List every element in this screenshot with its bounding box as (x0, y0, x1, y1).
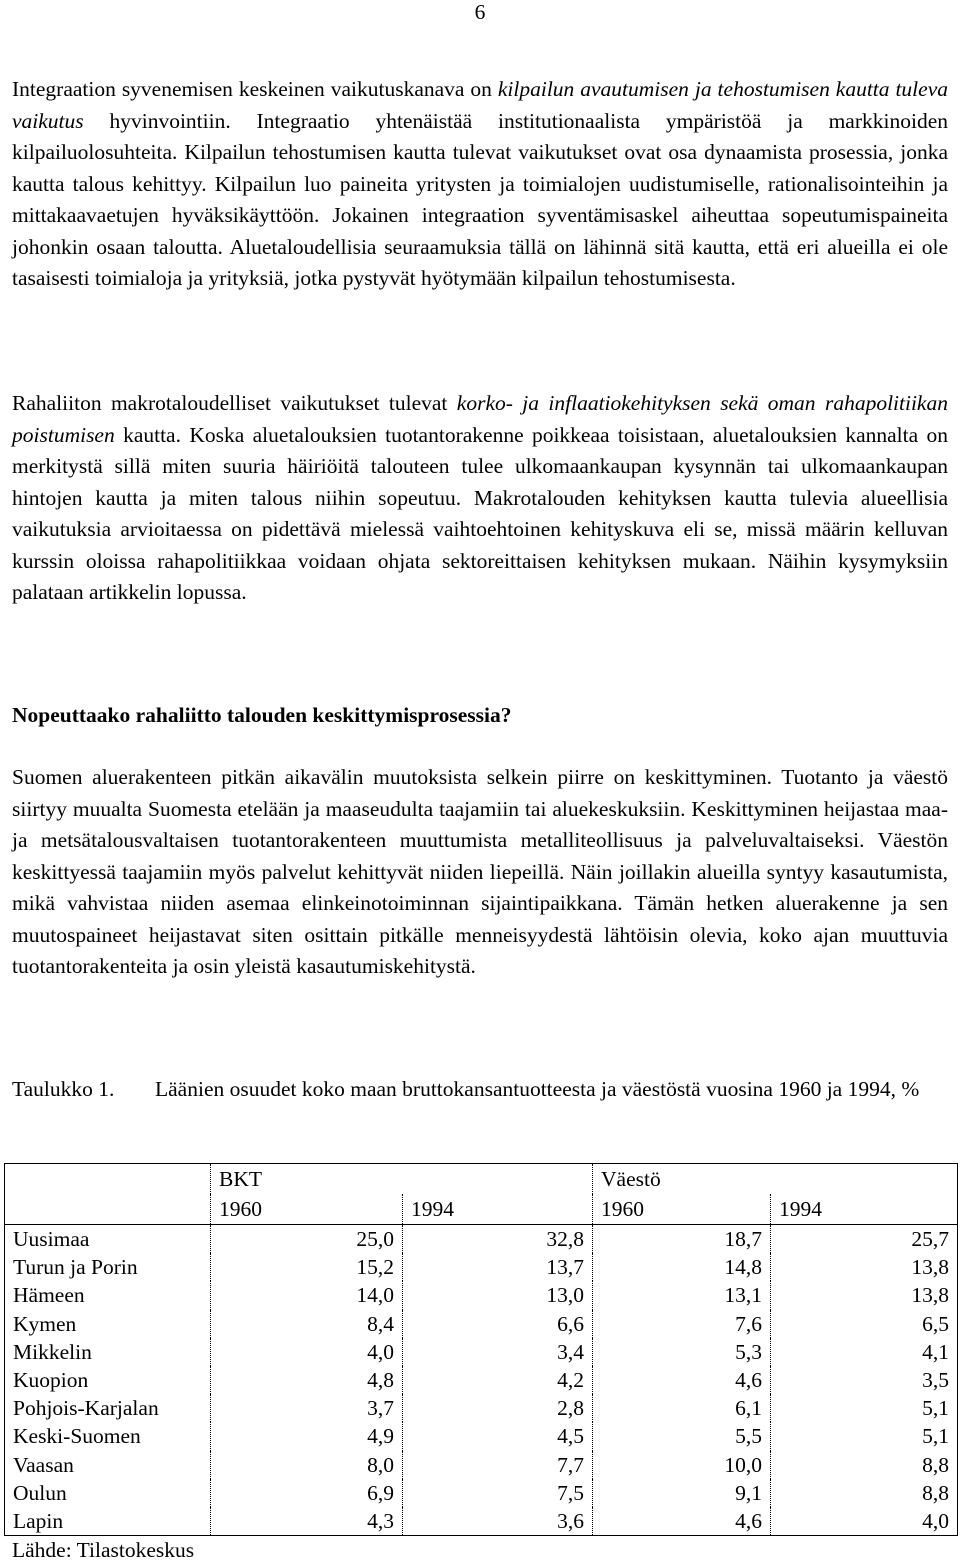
table-corner-cell (5, 1194, 211, 1225)
table-cell-value: 14,8 (593, 1253, 771, 1281)
table-row-label: Vaasan (13, 1452, 74, 1477)
table-cell-value: 5,1 (771, 1394, 958, 1422)
table-empty-cell (771, 1164, 958, 1195)
table-source: Lähde: Tilastokeskus (12, 1538, 195, 1562)
table-cell-value: 25,0 (211, 1225, 403, 1254)
table-cell-value: 13,1 (593, 1281, 771, 1309)
table-year-header: 1960 (211, 1194, 403, 1225)
table-row (5, 1507, 958, 1536)
paragraph-text: Integraation syvenemisen keskeinen vaikutuskanava on (12, 77, 498, 101)
table-row-label: Mikkelin (13, 1339, 92, 1364)
table-cell-value: 6,6 (403, 1310, 593, 1338)
table-cell-value: 4,0 (771, 1507, 958, 1536)
table-cell-value: 3,7 (211, 1394, 403, 1422)
table-caption-label: Taulukko 1. (12, 1077, 115, 1101)
table-cell-value: 8,0 (211, 1451, 403, 1479)
table-cell-value: 13,8 (771, 1281, 958, 1309)
table-cell-value: 7,5 (403, 1479, 593, 1507)
table-cell-value: 4,8 (211, 1366, 403, 1394)
table-row-label: Keski-Suomen (13, 1424, 141, 1449)
table-cell-value: 32,8 (403, 1225, 593, 1254)
table-row (5, 1338, 958, 1366)
table-row (5, 1451, 958, 1479)
table-cell-value: 8,4 (211, 1310, 403, 1338)
table-cell-value: 4,0 (211, 1338, 403, 1366)
table-row-label: Lapin (13, 1509, 64, 1534)
table-cell-value: 3,6 (403, 1507, 593, 1536)
data-table (4, 1163, 958, 1536)
table-row-label: Hämeen (13, 1283, 85, 1308)
table-caption (12, 1073, 948, 1105)
paragraph-emphasis: korko- ja inflaatiokehityksen sekä oman rahapolitiikan poistumisen (12, 391, 948, 447)
table-year-header: 1960 (593, 1194, 771, 1225)
table-cell-value: 9,1 (593, 1479, 771, 1507)
paragraph-text: hyvinvointiin. Integraatio yhtenäistää institutionaalista ympäristöä ja markkinoiden kilpailuolosuhteita. Kilpailun tehostumisen kautta tulevat vaikutukset ovat osa dynaamista prosessia, jonka kautta talous kehittyy. Kilpailun luo paineita yritysten ja toimialojen uudistumiselle, rationalisointeihin ja mittakaavaetujen hyväksikäyttöön. Jokainen integraation syventämisaskel aiheuttaa sopeutumispaineita johonkin osaan taloutta. Aluetaloudellisia seuraamuksia tällä on lähinnä sitä kautta, että eri alueilla ei ole tasaisesti toimialoja ja yrityksiä, jotka pystyvät hyötymään kilpailun tehostumisesta. (12, 108, 948, 290)
table-corner-cell (5, 1164, 211, 1195)
table-cell-value: 4,1 (771, 1338, 958, 1366)
table-cell-value: 13,0 (403, 1281, 593, 1309)
paragraph-emphasis: kilpailun avautumisen ja tehostumisen kautta tuleva vaikutus (12, 77, 948, 133)
table-row (5, 1310, 958, 1338)
paragraph-integration (12, 74, 948, 295)
table-row-label: Kuopion (13, 1368, 89, 1393)
table-year-header-row (5, 1194, 958, 1225)
table-cell-value: 4,3 (211, 1507, 403, 1536)
table-year-header: 1994 (771, 1194, 958, 1225)
table-cell-value: 13,7 (403, 1253, 593, 1281)
table-group-header-bkt: BKT (211, 1164, 403, 1195)
table-row-label: Turun ja Porin (13, 1255, 138, 1280)
table-cell-value: 4,2 (403, 1366, 593, 1394)
table-cell-value: 6,5 (771, 1310, 958, 1338)
table-empty-cell (403, 1164, 593, 1195)
table-row (5, 1253, 958, 1281)
table-cell-value: 6,9 (211, 1479, 403, 1507)
table-cell-value: 10,0 (593, 1451, 771, 1479)
table-row-label: Kymen (13, 1311, 77, 1336)
table-cell-value: 5,3 (593, 1338, 771, 1366)
paragraph-text: kautta. Koska aluetalouksien tuotantorakenne poikkeaa toisistaan, aluetalouksien kannalta on merkitystä sillä miten suuria häiriöitä talouteen tulee ulkomaankaupan kysynnän tai ulkomaankaupan hintojen kautta ja miten talous niihin sopeutuu. Makrotalouden kehityksen kautta tulevia alueellisia vaikutuksia arvioitaessa on pidettävä mielessä vaihtoehtoinen kehityskuva eli se, missä määrin kelluvan kurssin oloissa rahapolitiikkaa voidaan ohjata sektoreittaisen kehityksen mukaan. Näihin kysymyksiin palataan artikkelin lopussa. (12, 422, 948, 604)
table-group-header-row (5, 1164, 958, 1195)
table-cell-value: 4,6 (593, 1507, 771, 1536)
section-heading: Nopeuttaako rahaliitto talouden keskittymisprosessia? (12, 703, 512, 727)
table-cell-value: 4,9 (211, 1422, 403, 1450)
table-caption-text: Läänien osuudet koko maan bruttokansantuotteesta ja väestöstä vuosina 1960 ja 1994, % (155, 1077, 920, 1101)
table-cell-value: 5,1 (771, 1422, 958, 1450)
table-row-label: Uusimaa (13, 1227, 90, 1251)
table-row (5, 1225, 958, 1254)
table-cell-value: 8,8 (771, 1451, 958, 1479)
paragraph-regional-structure: Suomen aluerakenteen pitkän aikavälin muutoksista selkein piirre on keskittyminen. Tuotanto ja väestö siirtyy muualta Suomesta etelään ja maaseudulta taajamiin tai aluekeskuksiin. Keskittyminen heijastaa maa- ja metsätalousvaltaisen tuotantorakenteen muuttumista metalliteollisuus ja palveluvaltaiseksi. Väestön keskittyessä taajamiin myös palvelut kehittyvät niiden liepeillä. Näin joillakin alueilla syntyy kasautumista, mikä vahvistaa niiden asemaa elinkeinotoiminnan sijaintipaikkana. Tämän hetken aluerakenne ja sen muutospaineet heijastavat siten osittain pitkälle menneisyydestä lähtöisin olevia, koko ajan muuttuvia tuotantorakenteita ja osin yleistä kasautumiskehitystä. (12, 765, 948, 978)
paragraph-text: Rahaliiton makrotaloudelliset vaikutukset tulevat (12, 391, 457, 415)
table-group-header-vaesto: Väestö (593, 1164, 771, 1195)
table-body (5, 1225, 958, 1536)
table-row-label: Oulun (13, 1480, 67, 1505)
paragraph-monetary-union (12, 388, 948, 609)
table-row (5, 1479, 958, 1507)
table-cell-value: 4,5 (403, 1422, 593, 1450)
table-cell-value: 5,5 (593, 1422, 771, 1450)
table-cell-value: 3,5 (771, 1366, 958, 1394)
table-cell-value: 2,8 (403, 1394, 593, 1422)
table-cell-value: 6,1 (593, 1394, 771, 1422)
table-cell-value: 25,7 (771, 1225, 958, 1254)
table-cell-value: 18,7 (593, 1225, 771, 1254)
table-cell-value: 7,7 (403, 1451, 593, 1479)
table-cell-value: 8,8 (771, 1479, 958, 1507)
table-cell-value: 15,2 (211, 1253, 403, 1281)
table-cell-value: 7,6 (593, 1310, 771, 1338)
table-row (5, 1281, 958, 1309)
table-cell-value: 13,8 (771, 1253, 958, 1281)
table-row (5, 1366, 958, 1394)
table-cell-value: 3,4 (403, 1338, 593, 1366)
table-cell-value: 4,6 (593, 1366, 771, 1394)
table-row (5, 1394, 958, 1422)
table-row (5, 1422, 958, 1450)
page-number: 6 (474, 0, 486, 24)
table-cell-value: 14,0 (211, 1281, 403, 1309)
table-row-label: Pohjois-Karjalan (13, 1396, 159, 1421)
table-year-header: 1994 (403, 1194, 593, 1225)
